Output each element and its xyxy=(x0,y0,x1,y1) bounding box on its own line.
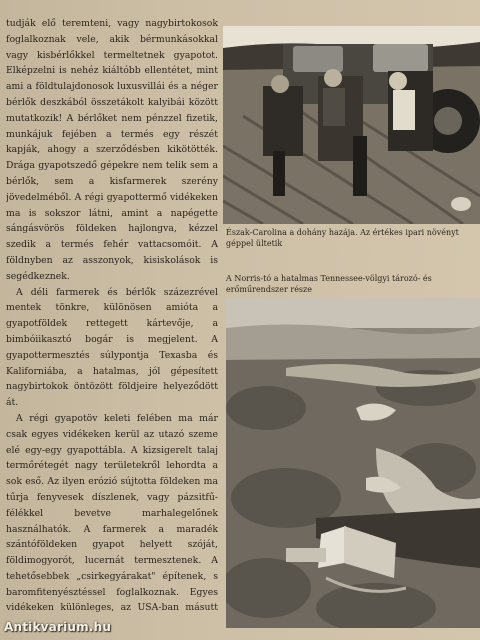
tractor-photo-caption: Észak-Carolina a dohány hazája. Az értékes ipari növényt géppel ültetik xyxy=(226,228,459,248)
text-column xyxy=(6,16,218,616)
norris-lake-aerial-photo xyxy=(226,298,480,628)
watermark: Antikvarium.hu xyxy=(4,620,112,634)
tobacco-planting-photo xyxy=(223,26,480,224)
paragraph-2: A déli farmerek és bérlők százezrével mentek tönkre, különösen amióta a gyapotföldek rettegett kártevője, a bimbóiikasztó bogár is megjelent. A gyapottermesztés súlypontja Texasba és Kaliforniába, a hatalmas, jól gépesített nagybirtokok öntözött földjeire helyeződött át. xyxy=(6,286,218,409)
paragraph-3: A régi gyapotöv keleti felében ma már csak egyes vidékeken kerül az utazó szeme elé egy-egy gyapottábla. A kizsigerelt talaj termőrétegét nagy területekről lehordta a sok eső. Az ilyen erózió sújtotta földeken ma tűrja fenyvesek díszlenek, vagy pázsitfű-félékkel bevetve marhalegelőnek használhatók. A farmerek a maradék szántóföldeken gyapot helyett szóját, földimogyorót, lucernát termesztenek. A tehetősebbek „csirkegyárakat" építenek, s baromfitenyésztéssel foglalkoznak. Egyes vidékeken különleges, az USA-ban másutt xyxy=(6,412,218,614)
paragraph-1: tudják elő teremteni, vagy nagybirtokosok foglalkoznak vele, akik bérmunkásokkal vagy kisbérlőkkel termeltetnek gyapotot. Elképzelni is nehéz kiáltóbb ellentétet, mint ami a földtulajdonosok luxusvillái és a néger bérlők deszkából összetákolt kalyibái között mutatkozik! A bérlőket nem pénzzel fizetik, munkájuk fejében a termés egy részét kapják, ahogy a szerződésben kikötötték. Drága gyapotszedő gépekre nem telik sem a bérlők, sem a kisfarmerek szerény jövedelméből. A régi gyapottermő vidékeken ma is sokszor látni, amint a napégette sángásvörös földeken hajlongva, kézzel szedik a termés fehér vattacsomóit. A földnyben az asszonyok, kisiskolások is segédkeznek. xyxy=(6,18,218,282)
dam-photo-caption: A Norris-tó a hatalmas Tennessee-völgyi tározó- és erőműrendszer része xyxy=(226,274,432,294)
